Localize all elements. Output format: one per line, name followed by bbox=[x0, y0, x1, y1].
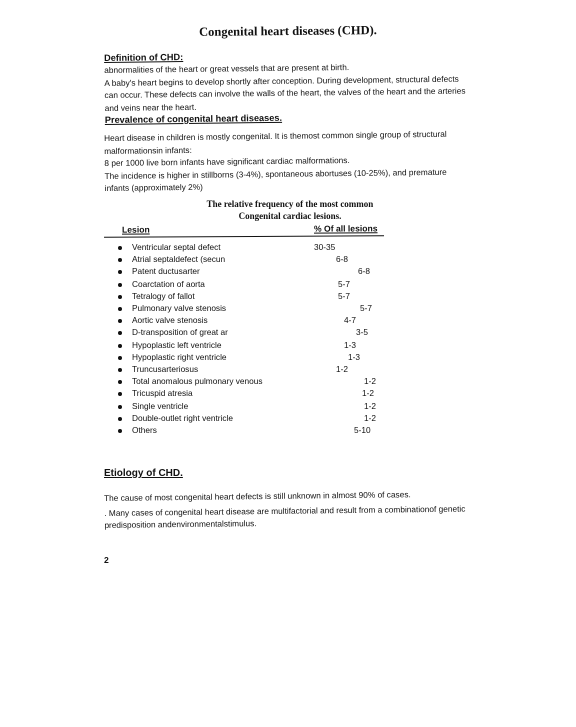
lesion-percent: 5-10 bbox=[354, 425, 371, 435]
bullet-icon bbox=[118, 405, 122, 409]
percent-column-header: % Of all lesions bbox=[313, 223, 378, 234]
lesion-percent: 1-2 bbox=[336, 364, 348, 374]
prevalence-line: malformationsin infants: bbox=[104, 144, 192, 156]
lesion-percent: 6-8 bbox=[336, 254, 348, 265]
table-header bbox=[104, 223, 384, 237]
lesion-name: Tetralogy of fallot bbox=[132, 290, 195, 301]
lesion-percent: 5-7 bbox=[338, 278, 350, 289]
lesion-percent: 1-2 bbox=[364, 376, 376, 387]
bullet-icon bbox=[118, 368, 122, 372]
bullet-icon bbox=[118, 319, 122, 323]
table-title bbox=[140, 198, 440, 222]
etiology-line: . Many cases of congenital heart disease are multifactorial and result from a combinationof genetic bbox=[104, 503, 466, 518]
lesion-name: Hypoplastic right ventricle bbox=[132, 351, 227, 362]
lesion-percent: 1-2 bbox=[364, 412, 376, 423]
lesion-percent: 4-7 bbox=[344, 315, 356, 326]
lesion-percent: 5-7 bbox=[360, 303, 372, 313]
lesion-percent: 6-8 bbox=[358, 266, 370, 277]
lesion-name: Patent ductusarter bbox=[132, 266, 200, 277]
lesion-name: Double-outlet right ventricle bbox=[132, 412, 233, 423]
lesion-name: Atrial septaldefect (secun bbox=[132, 254, 226, 265]
lesion-name: Single ventricle bbox=[132, 400, 189, 411]
bullet-icon bbox=[118, 331, 122, 335]
lesion-name: Others bbox=[132, 425, 157, 435]
definition-line: and veins near the heart. bbox=[104, 101, 197, 113]
bullet-icon bbox=[118, 258, 122, 262]
lesion-percent: 1-3 bbox=[348, 351, 360, 362]
definition-section bbox=[104, 47, 495, 126]
lesion-name: Total anomalous pulmonary venous bbox=[132, 376, 263, 387]
lesion-percent: 5-7 bbox=[338, 290, 350, 301]
bullet-icon bbox=[118, 429, 122, 433]
prevalence-line: Heart disease in children is mostly congenital. It is themost common single group of structural bbox=[104, 128, 447, 143]
lesion-name: Pulmonary valve stenosis bbox=[132, 303, 227, 313]
etiology-heading: Etiology of CHD. bbox=[104, 468, 183, 479]
bullet-icon bbox=[118, 270, 122, 274]
lesion-name: Ventricular septal defect bbox=[132, 242, 221, 252]
prevalence-line: The incidence is higher in stillborns (3-4%), spontaneous abortuses (10-25%), and premature bbox=[104, 166, 447, 181]
lesion-percent: 1-2 bbox=[362, 388, 374, 399]
lesion-name: Aortic valve stenosis bbox=[132, 315, 208, 326]
prevalence-heading: Prevalence of congenital heart diseases. bbox=[104, 112, 283, 125]
bullet-icon bbox=[118, 380, 122, 384]
etiology-section bbox=[104, 487, 504, 531]
lesion-name: Hypoplastic left ventricle bbox=[132, 339, 222, 350]
bullet-icon bbox=[118, 344, 122, 348]
bullet-icon bbox=[118, 295, 122, 299]
bullet-icon bbox=[118, 392, 122, 396]
bullet-icon bbox=[118, 356, 122, 360]
prevalence-section bbox=[104, 127, 495, 194]
definition-heading: Definition of CHD: bbox=[104, 52, 184, 63]
lesion-percent: 3-5 bbox=[356, 327, 368, 338]
bullet-icon bbox=[118, 417, 122, 421]
page-number: 2 bbox=[104, 555, 109, 565]
lesion-percent: 1-3 bbox=[344, 339, 356, 350]
lesion-name: Tricuspid atresia bbox=[132, 388, 193, 399]
bullet-icon bbox=[118, 246, 122, 250]
lesion-percent: 30-35 bbox=[314, 242, 336, 252]
lesion-percent: 1-2 bbox=[364, 400, 376, 411]
lesion-name: D-transposition of great ar bbox=[132, 327, 228, 338]
table-title-line: Congenital cardiac lesions. bbox=[238, 211, 342, 221]
definition-line: A baby's heart begins to develop shortly after conception. During development, structural defects bbox=[104, 73, 459, 88]
table-title-line: The relative frequency of the most common bbox=[206, 199, 374, 209]
lesion-name: Coarctation of aorta bbox=[132, 278, 205, 289]
definition-line: abnormalities of the heart or great vessels that are present at birth. bbox=[104, 62, 350, 75]
page-title: Congenital heart diseases (CHD). bbox=[199, 23, 377, 39]
lesion-name: Truncusarteriosus bbox=[132, 364, 199, 374]
definition-line: can occur. These defects can involve the walls of the heart, the valves of the heart and the arteries bbox=[104, 85, 466, 100]
bullet-icon bbox=[118, 307, 122, 311]
etiology-line: predisposition andenvironmentalstimulus. bbox=[104, 518, 257, 530]
prevalence-line: 8 per 1000 live born infants have significant cardiac malformations. bbox=[104, 155, 350, 168]
bullet-icon bbox=[118, 283, 122, 287]
etiology-line: The cause of most congenital heart defects is still unknown in almost 90% of cases. bbox=[104, 489, 411, 503]
prevalence-line: infants (approximately 2%) bbox=[104, 181, 203, 193]
lesion-column-header: Lesion bbox=[121, 224, 150, 235]
